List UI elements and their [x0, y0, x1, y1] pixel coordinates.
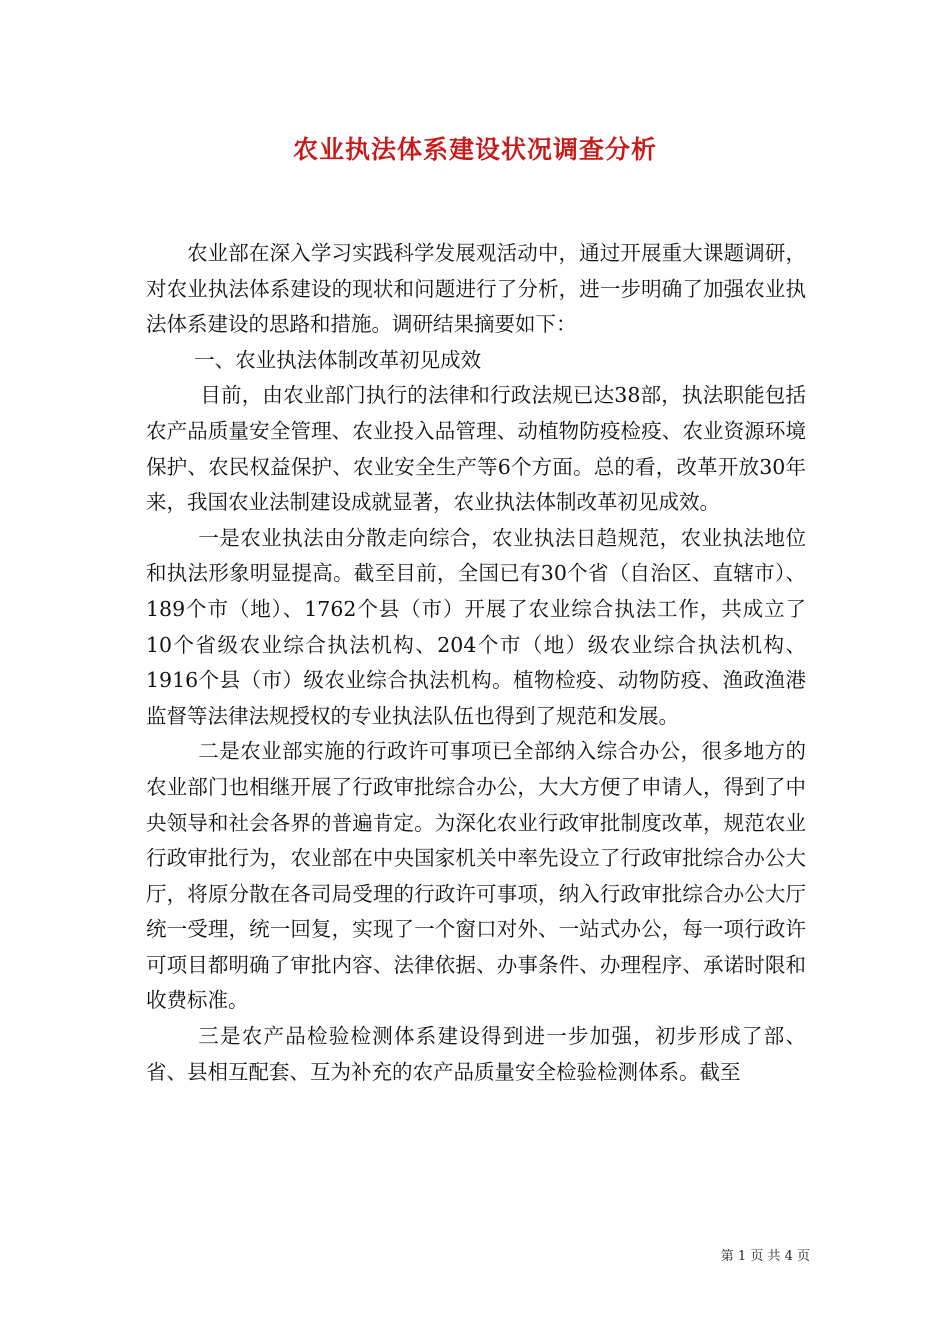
paragraph: 三是农产品检验检测体系建设得到进一步加强，初步形成了部、省、县相互配套、互为补充的农产品质量安全检验检测体系。截至	[146, 1024, 806, 1084]
paragraph: 二是农业部实施的行政许可事项已全部纳入综合办公，很多地方的农业部门也相继开展了行政审批综合办公，大大方便了申请人，得到了中央领导和社会各界的普遍肯定。为深化农业行政审批制度改革，规范农业行政审批行为，农业部在中央国家机关中率先设立了行政审批综合办公大厅，将原分散在各司局受理的行政许可事项，纳入行政审批综合办公大厅统一受理，统一回复，实现了一个窗口对外、一站式办公，每一项行政许可项目都明确了审批内容、法律依据、办事条件、办理程序、承诺时限和收费标准。	[146, 739, 806, 1013]
page-number: 第 1 页 共 4 页	[720, 1249, 810, 1264]
paragraph: 一是农业执法由分散走向综合，农业执法日趋规范，农业执法地位和执法形象明显提高。截至目前，全国已有30个省（自治区、直辖市）、189个市（地）、1762个县（市）开展了农业综合执法工作，共成立了10个省级农业综合执法机构、204个市（地）级农业综合执法机构、1916个县（市）级农业综合执法机构。植物检疫、动物防疫、渔政渔港监督等法律法规授权的专业执法队伍也得到了规范和发展。	[146, 525, 806, 728]
intro-paragraph: 农业部在深入学习实践科学发展观活动中，通过开展重大课题调研，对农业执法体系建设的现状和问题进行了分析，进一步明确了加强农业执法体系建设的思路和措施。调研结果摘要如下：	[146, 241, 806, 337]
document-body	[146, 236, 806, 1090]
paragraph: 目前，由农业部门执行的法律和行政法规已达38部，执法职能包括农产品质量安全管理、农业投入品管理、动植物防疫检疫、农业资源环境保护、农民权益保护、农业安全生产等6个方面。总的看，改革开放30年来，我国农业法制建设成就显著，农业执法体制改革初见成效。	[146, 383, 806, 515]
section-heading: 一、农业执法体制改革初见成效	[194, 347, 482, 372]
document-title: 农业执法体系建设状况调查分析	[292, 135, 657, 164]
